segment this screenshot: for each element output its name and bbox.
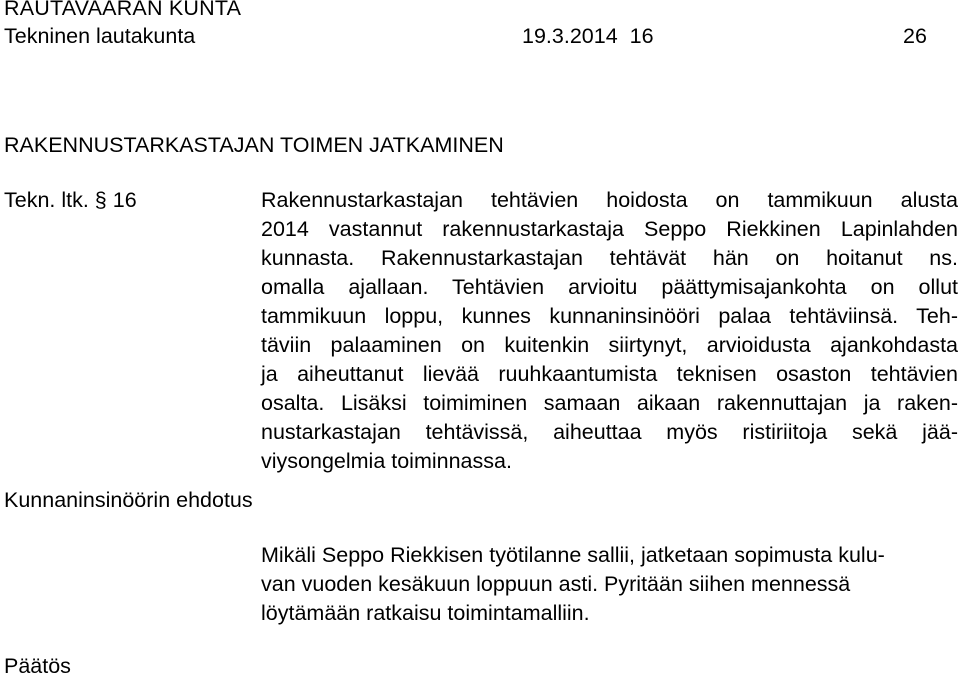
decision-label: Päätös	[4, 654, 71, 678]
body-line: ja aiheuttanut lievää ruuhkaantumista teknisen osaston tehtävien	[261, 362, 958, 386]
organization-name: RAUTAVAARAN KUNTA	[4, 0, 242, 20]
body-line: nustarkastajan tehtävissä, aiheuttaa myös ristiriitoja sekä jää-	[261, 420, 958, 444]
body-line: viysongelmia toiminnassa.	[261, 449, 512, 473]
document-title: RAKENNUSTARKASTAJAN TOIMEN JATKAMINEN	[4, 133, 504, 157]
body-paragraph	[261, 186, 958, 476]
proposal-line: löytämään ratkaisu toimintamalliin.	[261, 601, 590, 625]
body-line: osalta. Lisäksi toimiminen samaan aikaan rakennuttajan ja raken-	[261, 391, 958, 415]
body-line: Rakennustarkastajan tehtävien hoidosta on tammikuun alusta	[261, 188, 958, 212]
meeting-date: 19.3.2014	[522, 24, 618, 48]
body-line: tammikuun loppu, kunnes kunnaninsinööri palaa tehtäviinsä. Teh-	[261, 304, 958, 328]
body-line: täviin palaaminen on kuitenkin siirtynyt, arvioidusta ajankohdasta	[261, 333, 958, 357]
section-reference: Tekn. ltk. § 16	[4, 188, 137, 212]
proposal-line: Mikäli Seppo Riekkisen työtilanne sallii, jatketaan sopimusta kulu-	[261, 543, 885, 567]
proposal-label: Kunnaninsinöörin ehdotus	[4, 488, 253, 512]
body-line: omalla ajallaan. Tehtävien arvioitu päättymisajankohta on ollut	[261, 275, 958, 299]
page-number: 26	[903, 24, 927, 48]
proposal-paragraph	[261, 541, 958, 628]
proposal-line: van vuoden kesäkuun loppuun asti. Pyritään siihen mennessä	[261, 572, 851, 596]
body-line: kunnasta. Rakennustarkastajan tehtävät hän on hoitanut ns.	[261, 246, 958, 270]
body-line: 2014 vastannut rakennustarkastaja Seppo Riekkinen Lapinlahden	[261, 217, 958, 241]
meeting-date-section	[522, 22, 654, 51]
committee-name: Tekninen lautakunta	[4, 24, 196, 48]
section-number: 16	[629, 24, 654, 48]
